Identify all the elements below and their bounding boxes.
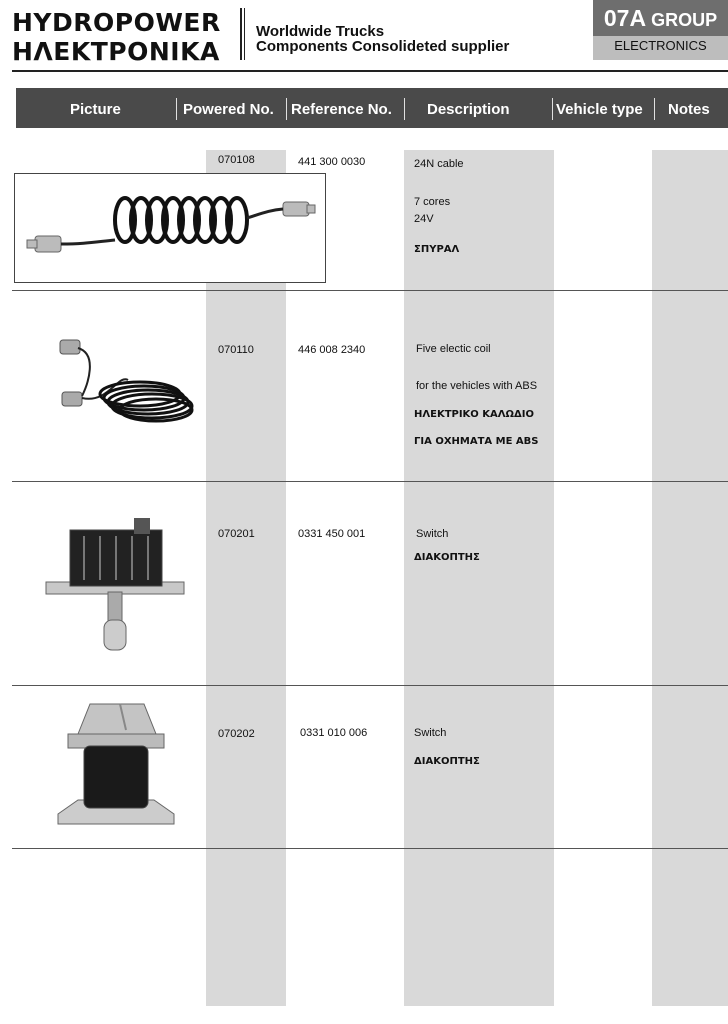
group-badge	[593, 0, 728, 60]
group-title	[593, 0, 728, 36]
row-divider	[12, 481, 728, 482]
tagline-line-2: Components Consolideted supplier	[256, 38, 510, 55]
header-divider	[240, 8, 242, 60]
description-greek: ΗΛΕΚΤΡΙΚΟ ΚΑΛΩΔΙΟ	[414, 409, 534, 420]
header-divider-thin	[244, 8, 245, 60]
switch-image	[54, 700, 178, 828]
col-powered: Powered No.	[183, 101, 274, 118]
coil-cable-image	[48, 334, 198, 430]
col-separator	[654, 98, 655, 120]
reference-number: 446 008 2340	[298, 344, 366, 356]
group-subtitle: ELECTRONICS	[614, 38, 707, 53]
col-separator	[404, 98, 405, 120]
description-column-shade	[404, 150, 554, 1006]
col-separator	[286, 98, 287, 120]
col-vehicle: Vehicle type	[556, 101, 643, 118]
col-description: Description	[427, 101, 510, 118]
brand-name	[12, 8, 221, 66]
col-reference: Reference No.	[291, 101, 392, 118]
tagline	[256, 24, 509, 54]
powered-number: 070202	[218, 728, 255, 740]
col-notes: Notes	[668, 101, 710, 118]
description-greek: ΣΠΥΡΑΛ	[414, 244, 460, 255]
reference-number: 441 300 0030	[298, 156, 366, 168]
group-word: GROUP	[651, 10, 718, 30]
description-greek: ΔΙΑΚΟΠΤΗΣ	[414, 552, 480, 563]
description-line: Five electic coil	[416, 343, 491, 355]
col-separator	[176, 98, 177, 120]
notes-column-shade	[652, 150, 728, 1006]
reference-number: 0331 010 006	[300, 727, 368, 739]
col-separator	[552, 98, 553, 120]
switch-image	[44, 516, 186, 654]
description-line: 7 cores	[414, 196, 451, 208]
description-greek: ΓΙΑ ΟΧΗΜΑΤΑ ΜΕ ABS	[414, 436, 539, 447]
description-line: 24V	[414, 213, 434, 225]
table-header	[16, 88, 728, 128]
row-divider	[12, 290, 728, 291]
tagline-line-1: Worldwide Trucks	[256, 23, 385, 40]
spiral-cable-image	[14, 173, 326, 283]
description-line: for the vehicles with ABS	[416, 380, 538, 392]
powered-number: 070110	[218, 344, 254, 356]
powered-number: 070108	[218, 154, 255, 166]
brand-line-2: ΗΛΕΚΤΡΟΝΙΚΑ	[12, 37, 220, 66]
col-picture: Picture	[70, 101, 121, 118]
row-divider	[12, 685, 728, 686]
header-rule	[12, 70, 728, 72]
description-line: Switch	[416, 528, 449, 540]
row-divider	[12, 848, 728, 849]
brand-line-1: HYDROPOWER	[12, 8, 221, 37]
description-line: Switch	[414, 727, 447, 739]
description-line: 24N cable	[414, 158, 464, 170]
powered-number: 070201	[218, 528, 255, 540]
group-number: 07A	[603, 5, 647, 31]
description-greek: ΔΙΑΚΟΠΤΗΣ	[414, 756, 480, 767]
reference-number: 0331 450 001	[298, 528, 366, 540]
